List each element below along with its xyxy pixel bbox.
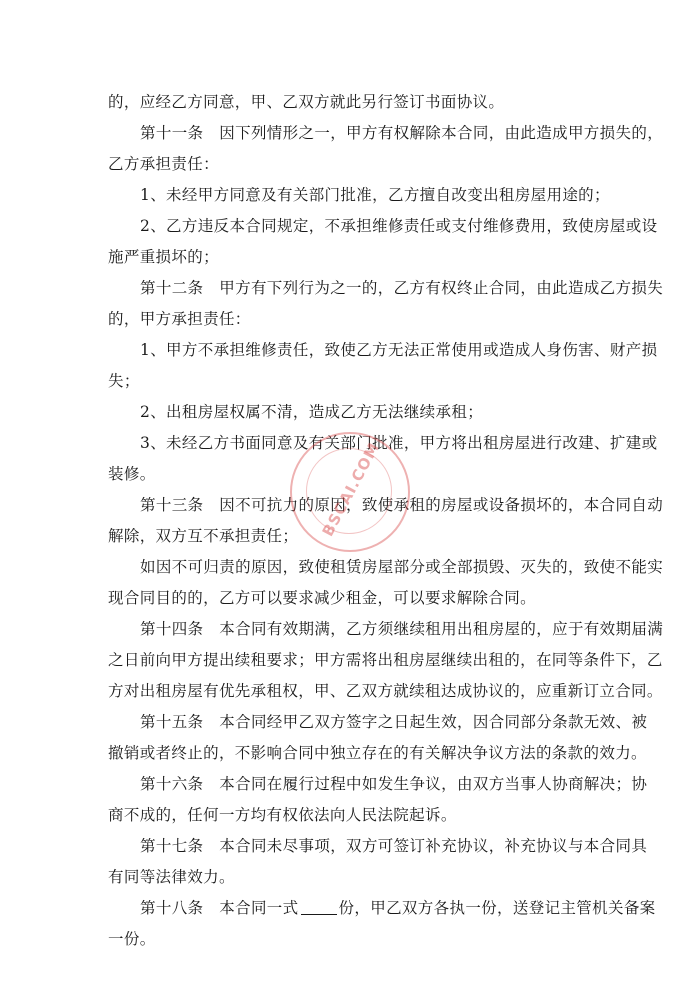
text-line: 的，应经乙方同意，甲、乙双方就此另行签订书面协议。 bbox=[108, 93, 505, 111]
text-line: 第十一条 因下列情形之一，甲方有权解除本合同，由此造成甲方损失的， bbox=[140, 124, 664, 142]
text-line: 失； bbox=[108, 372, 140, 390]
text-line: 方对出租房屋有优先承租权，甲、乙双方就续租达成协议的，应重新订立合同。 bbox=[108, 682, 663, 700]
watermark-stamp bbox=[290, 432, 410, 552]
article-18-prefix: 第十八条 本合同一式 bbox=[140, 899, 299, 917]
text-line: 解除，双方互不承担责任； bbox=[108, 527, 299, 545]
text-line: 施严重损坏的； bbox=[108, 248, 219, 266]
text-line: 如因不可归责的原因，致使租赁房屋部分或全部损毁、灭失的，致使不能实 bbox=[140, 558, 664, 576]
text-line: 第十七条 本合同未尽事项，双方可签订补充协议，补充协议与本合同具 bbox=[140, 837, 648, 855]
text-line: 撤销或者终止的，不影响合同中独立存在的有关解决争议方法的条款的效力。 bbox=[108, 744, 647, 762]
text-line: 1、甲方不承担维修责任，致使乙方无法正常使用或造成人身伤害、财产损 bbox=[140, 341, 658, 359]
text-line: 1、未经甲方同意及有关部门批准，乙方擅自改变出租房屋用途的； bbox=[140, 186, 610, 204]
text-line: 的，甲方承担责任： bbox=[108, 310, 251, 328]
text-line: 2、乙方违反本合同规定，不承担维修责任或支付维修费用，致使房屋或设 bbox=[140, 217, 658, 235]
text-line: 第十二条 甲方有下列行为之一的，乙方有权终止合同，由此造成乙方损失 bbox=[140, 279, 664, 297]
stamp-text: BSCAI.COM bbox=[318, 439, 384, 540]
text-line: 装修。 bbox=[108, 465, 156, 483]
text-line: 现合同目的的，乙方可以要求减少租金，可以要求解除合同。 bbox=[108, 589, 536, 607]
text-line: 第十四条 本合同有效期满，乙方须继续租用出租房屋的，应于有效期届满 bbox=[140, 620, 664, 638]
text-line: 第十三条 因不可抗力的原因，致使承租的房屋或设备损坏的，本合同自动 bbox=[140, 496, 664, 514]
text-line: 商不成的，任何一方均有权依法向人民法院起诉。 bbox=[108, 806, 457, 824]
article-18-line bbox=[140, 898, 656, 918]
text-line: 乙方承担责任： bbox=[108, 155, 219, 173]
text-line: 第十五条 本合同经甲乙双方签字之日起生效，因合同部分条款无效、被 bbox=[140, 713, 648, 731]
text-line: 之日前向甲方提出续租要求；甲方需将出租房屋继续出租的，在同等条件下，乙 bbox=[108, 651, 663, 669]
article-18-suffix: 份，甲乙双方各执一份，送登记主管机关备案 bbox=[338, 899, 656, 917]
copies-blank bbox=[301, 899, 337, 915]
text-line: 2、出租房屋权属不清，造成乙方无法继续承租； bbox=[140, 403, 484, 421]
text-line: 3、未经乙方书面同意及有关部门批准，甲方将出租房屋进行改建、扩建或 bbox=[140, 434, 658, 452]
text-line: 有同等法律效力。 bbox=[108, 868, 235, 886]
text-line: 一份。 bbox=[108, 930, 156, 948]
text-line: 第十六条 本合同在履行过程中如发生争议，由双方当事人协商解决；协 bbox=[140, 775, 648, 793]
